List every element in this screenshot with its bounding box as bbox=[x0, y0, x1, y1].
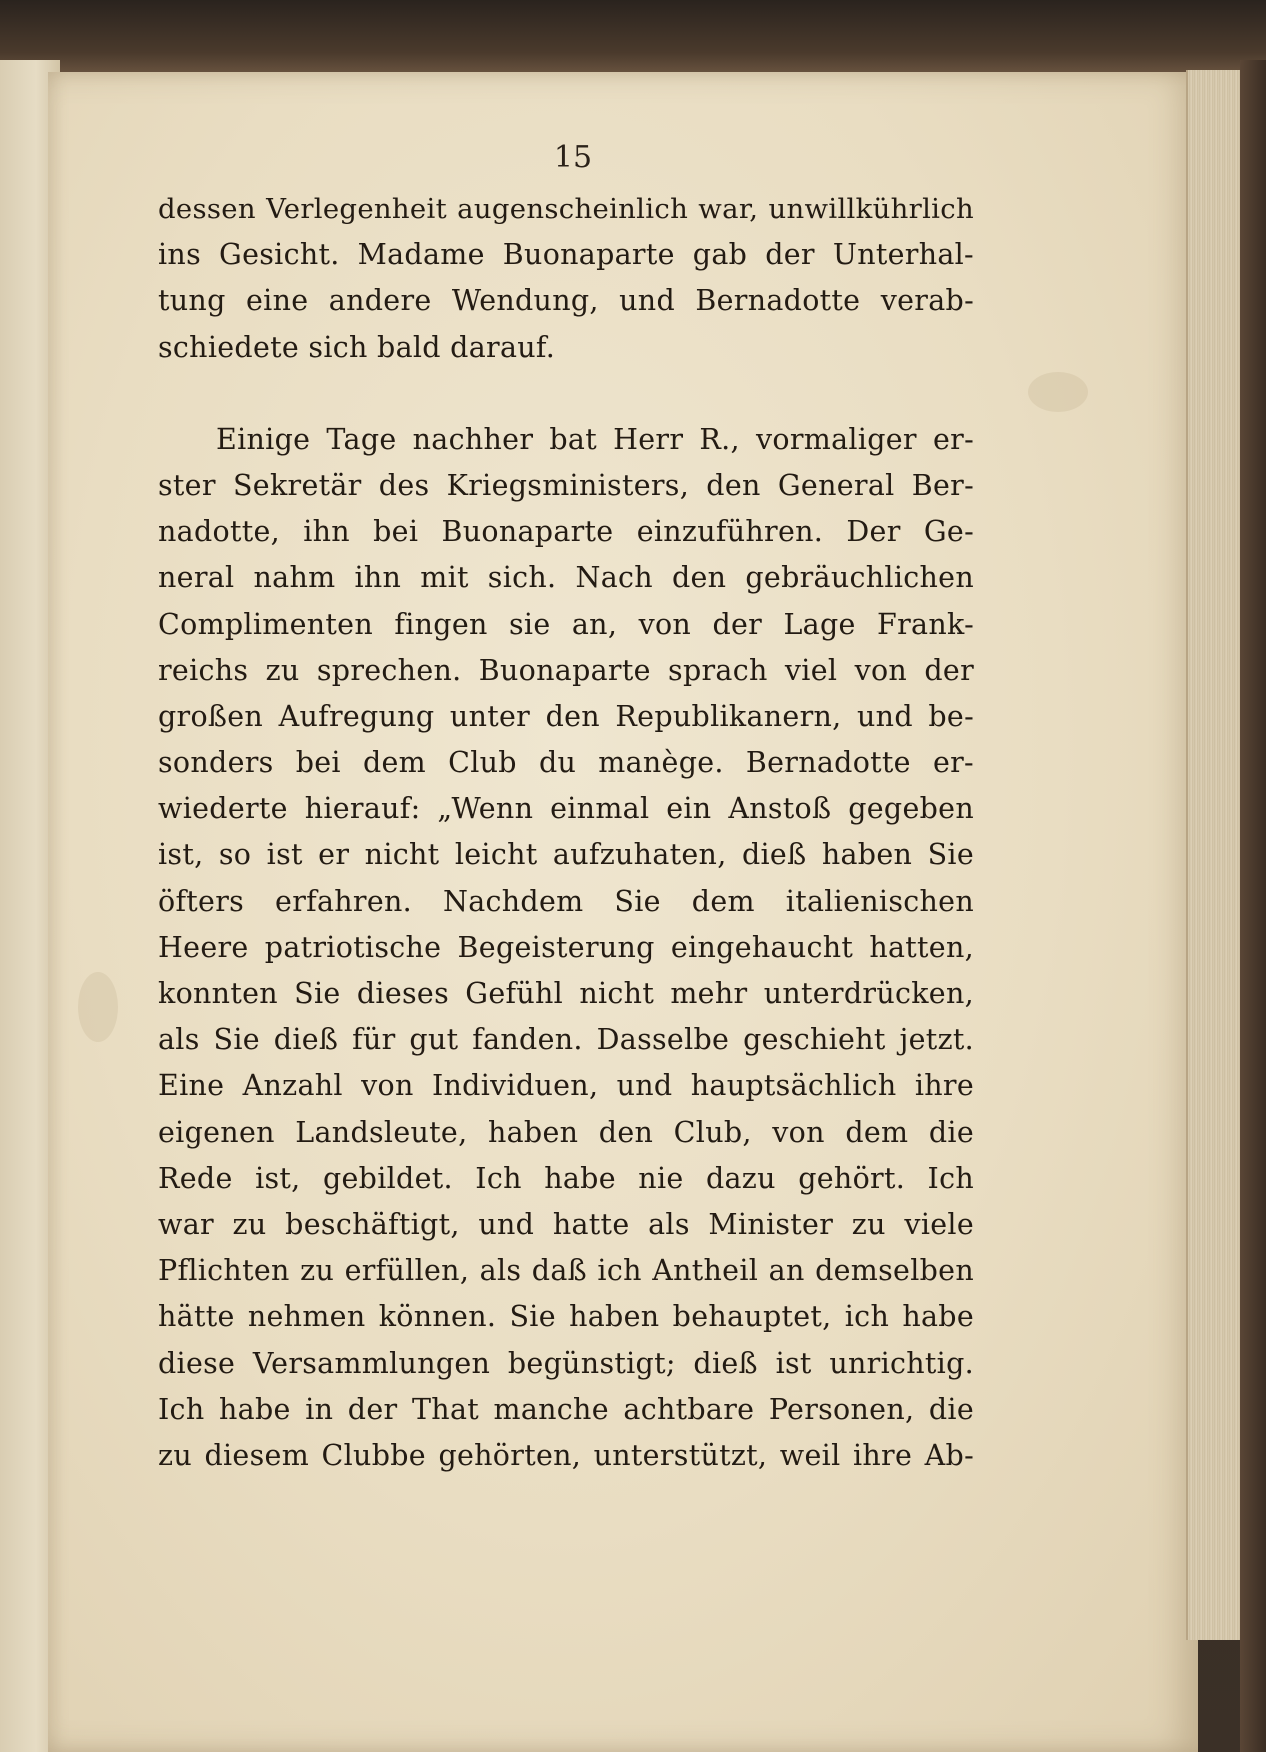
text-line: Rede ist, gebildet. Ich habe nie dazu gehört. Ich bbox=[158, 1161, 974, 1195]
text-line: ins Gesicht. Madame Buonaparte gab der Unterhal- bbox=[158, 238, 974, 272]
text-line: ster Sekretär des Kriegsministers, den General Ber- bbox=[158, 468, 974, 502]
text-line: eigenen Landsleute, haben den Club, von dem die bbox=[158, 1115, 974, 1149]
text-line: tung eine andere Wendung, und Bernadotte verab- bbox=[158, 284, 974, 318]
text-line: reichs zu sprechen. Buonaparte sprach viel von der bbox=[158, 653, 974, 687]
text-line: dessen Verlegenheit augenscheinlich war, unwillkührlich bbox=[158, 193, 974, 225]
book-cover-top bbox=[0, 0, 1266, 75]
page-number: 15 bbox=[553, 140, 593, 175]
text-line: diese Versammlungen begünstigt; dieß ist unrichtig. bbox=[158, 1346, 974, 1380]
text-line: neral nahm ihn mit sich. Nach den gebräuchlichen bbox=[158, 561, 974, 595]
paper-stain bbox=[78, 972, 118, 1042]
text-line: zu diesem Clubbe gehörten, unterstützt, weil ihre Ab- bbox=[158, 1438, 974, 1472]
text-line: Pflichten zu erfüllen, als daß ich Antheil an demselben bbox=[158, 1254, 974, 1288]
text-line: war zu beschäftigt, und hatte als Minister zu viele bbox=[158, 1207, 974, 1241]
paragraph-2 bbox=[158, 417, 974, 1479]
text-line: Complimenten fingen sie an, von der Lage Frank- bbox=[158, 607, 974, 641]
text-line: Ich habe in der That manche achtbare Personen, die bbox=[158, 1392, 974, 1426]
text-line: Eine Anzahl von Individuen, und hauptsächlich ihre bbox=[158, 1069, 974, 1103]
paragraph-1 bbox=[158, 186, 974, 371]
text-line: großen Aufregung unter den Republikanern, und be- bbox=[158, 699, 974, 733]
text-line: hätte nehmen können. Sie haben behauptet, ich habe bbox=[158, 1300, 974, 1334]
text-line: Heere patriotische Begeisterung eingehaucht hatten, bbox=[158, 930, 974, 964]
page-block-edges bbox=[1186, 70, 1246, 1640]
paragraph-gap bbox=[158, 371, 974, 417]
body-text bbox=[158, 186, 974, 1479]
text-line: wiederte hierauf: „Wenn einmal ein Anstoß gegeben bbox=[158, 792, 974, 826]
text-line: konnten Sie dieses Gefühl nicht mehr unterdrücken, bbox=[158, 977, 974, 1010]
text-line: öfters erfahren. Nachdem Sie dem italienischen bbox=[158, 884, 974, 918]
paper-stain bbox=[1028, 372, 1088, 412]
text-line: Einige Tage nachher bat Herr R., vormaliger er- bbox=[216, 422, 974, 456]
book-cover-right bbox=[1240, 60, 1266, 1752]
text-line: sonders bei dem Club du manège. Bernadotte er- bbox=[158, 746, 974, 780]
text-line: ist, so ist er nicht leicht aufzuhaten, dieß haben Sie bbox=[158, 838, 974, 872]
text-line: nadotte, ihn bei Buonaparte einzuführen. Der Ge- bbox=[158, 515, 974, 549]
text-line: schiedete sich bald darauf. bbox=[158, 330, 556, 364]
text-line: als Sie dieß für gut fanden. Dasselbe geschieht jetzt. bbox=[158, 1023, 974, 1057]
